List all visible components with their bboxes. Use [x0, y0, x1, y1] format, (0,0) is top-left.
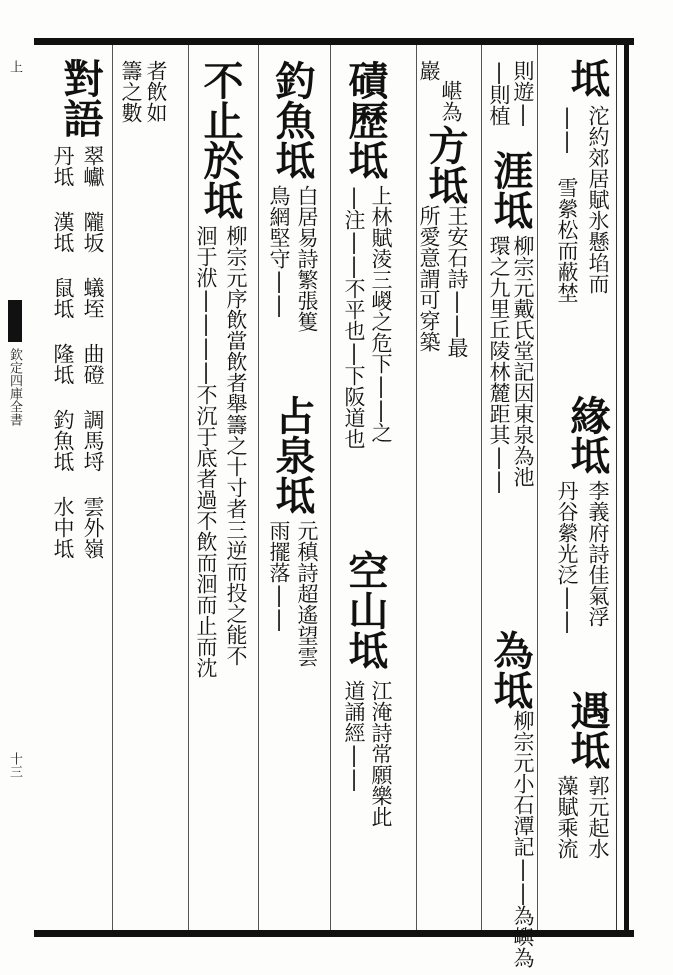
frame-bottom-border: [34, 930, 634, 937]
entry-note: 丹谷縈光泛||: [555, 480, 579, 633]
entry-heading: 為坻: [487, 630, 534, 710]
entry-note: 所愛意謂可穿築: [417, 205, 441, 352]
column-rule: [330, 45, 331, 930]
entry-heading: 涯坻: [487, 150, 534, 230]
column-rule: [416, 45, 417, 930]
entry-text: 李義府詩佳氣浮: [586, 480, 610, 627]
frame-top-border: [34, 38, 634, 45]
entry-note: 丹坻 漢坻 鼠坻 隆坻 釣魚坻 水中坻: [51, 145, 75, 559]
column-rule: [537, 45, 538, 930]
entry-heading: 方坻: [422, 125, 469, 205]
column-rule: [188, 45, 189, 930]
margin-top-mark: 上: [7, 60, 22, 73]
column-rule: [112, 45, 113, 930]
margin-page-number: 十三: [7, 752, 22, 778]
frame-right-border: [624, 38, 629, 937]
entry-text: 江淹詩常願樂此: [369, 680, 393, 827]
entry-note: 藻賦乘流: [555, 775, 579, 859]
entry-note: 嵁為: [439, 80, 463, 122]
entry-heading: 空山坻: [342, 550, 389, 670]
column-rule: [258, 45, 259, 930]
page-margin: [0, 0, 34, 975]
entry-note: 則遊|: [511, 60, 535, 126]
entry-text: 翠巘 隴坂 蟻垤 曲磴 調馬埒 雲外嶺: [81, 145, 105, 559]
entry-text: 王安石詩||最: [445, 205, 469, 358]
entry-note: 洄于洑||||不沉于底者過不飲而洄而止而沈: [194, 225, 218, 678]
entry-note: 籌之數: [119, 60, 143, 123]
entry-heading: 遇坻: [564, 690, 611, 770]
entry-text: 沱約郊居賦氷懸埳而: [586, 105, 610, 294]
frame-inner-line: [616, 44, 617, 930]
entry-text: 郭元起水: [586, 775, 610, 859]
entry-heading: 不止於坻: [197, 60, 244, 220]
entry-text: 柳宗元戴氏堂記因東泉為池: [511, 235, 535, 487]
entry-note: 環之九里丘陵林麓距其||: [487, 235, 511, 493]
entry-text: 者飲如: [144, 60, 168, 123]
entry-text: 柳宗元小石潭記||為嶼為: [511, 710, 535, 968]
margin-fishtail-mark: [8, 300, 22, 342]
entry-text: 白居易詩繁張篗: [295, 185, 319, 332]
section-heading: 對語: [57, 58, 104, 138]
entry-heading: 占泉坻: [269, 395, 316, 515]
entry-note: 鳥網堅守||: [267, 185, 291, 317]
margin-edition-label: 欽定四庫全書: [7, 348, 22, 426]
entry-heading: 釣魚坻: [269, 60, 316, 180]
entry-note: || 雪縈松而蔽埜: [555, 105, 579, 303]
entry-heading: 緣坻: [564, 395, 611, 475]
entry-heading: 坻: [564, 58, 611, 98]
entry-note: 雨擺落||: [267, 520, 291, 631]
entry-text: 柳宗元序飲當飲者舉籌之十寸者三逆而投之能不: [224, 225, 248, 666]
entry-note: 巖: [417, 60, 441, 81]
entry-text: 元稹詩超遙望雲: [295, 520, 319, 667]
entry-note: |注||不平也|下阪道也: [342, 185, 366, 449]
entry-note: |則植: [487, 60, 511, 126]
entry-heading: 磧歷坻: [342, 60, 389, 180]
entry-text: 上林賦淩三嵕之危下||之: [369, 185, 393, 443]
entry-note: 道誦經||: [342, 680, 366, 791]
column-rule: [481, 45, 482, 930]
